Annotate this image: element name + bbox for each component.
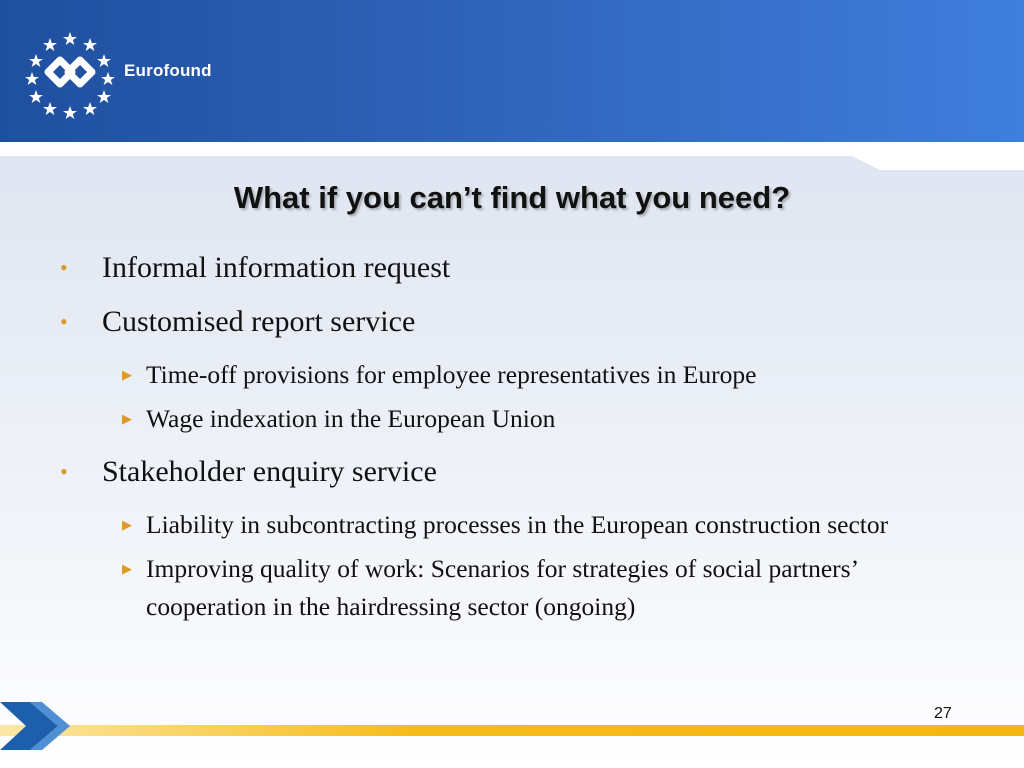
star-icon	[43, 38, 57, 51]
bullet-text: Customised report service	[102, 305, 416, 338]
sub-bullet-text: Time-off provisions for employee representatives in Europe	[146, 360, 757, 389]
sub-bullet-item	[122, 506, 958, 544]
bullet-item	[58, 452, 958, 492]
triangle-arrow-icon: ▶	[122, 411, 132, 426]
bullet-text: Stakeholder enquiry service	[102, 455, 437, 488]
page-number: 27	[934, 705, 952, 722]
star-icon	[83, 102, 97, 115]
eurofound-logo-icon	[22, 28, 118, 120]
star-icon	[43, 102, 57, 115]
header-divider	[0, 142, 1024, 170]
triangle-arrow-icon: ▶	[122, 367, 132, 382]
sub-bullet-item	[122, 400, 958, 438]
chevron-arrow-icon	[0, 700, 72, 752]
sub-bullet-item	[122, 550, 958, 626]
star-icon	[29, 90, 43, 103]
bullet-dot-icon: •	[60, 309, 68, 334]
bullet-item	[58, 302, 958, 342]
star-icon	[63, 106, 77, 119]
sub-bullet-text: Liability in subcontracting processes in the European construction sector	[146, 510, 889, 539]
triangle-arrow-icon: ▶	[122, 517, 132, 532]
sub-bullet-text: Wage indexation in the European Union	[146, 404, 556, 433]
bullet-dot-icon: •	[60, 459, 68, 484]
slide-title: What if you can’t find what you need?	[233, 180, 791, 215]
star-icon	[29, 54, 43, 67]
triangle-arrow-icon: ▶	[122, 561, 132, 576]
star-icon	[97, 54, 111, 67]
brand-name: Eurofound	[124, 61, 212, 80]
bullet-text: Informal information request	[102, 251, 451, 284]
bullet-dot-icon: •	[60, 255, 68, 280]
bullet-list	[58, 248, 958, 632]
sub-bullet-item	[122, 356, 958, 394]
star-icon	[83, 38, 97, 51]
star-icon	[101, 72, 115, 85]
star-icon	[63, 32, 77, 45]
sub-bullet-text: Improving quality of work: Scenarios for strategies of social partners’ cooperation in the hairdressing sector (ongoing)	[146, 554, 858, 621]
star-icon	[97, 90, 111, 103]
footer-band	[0, 698, 1024, 748]
bullet-item	[58, 248, 958, 288]
star-icon	[25, 72, 39, 85]
